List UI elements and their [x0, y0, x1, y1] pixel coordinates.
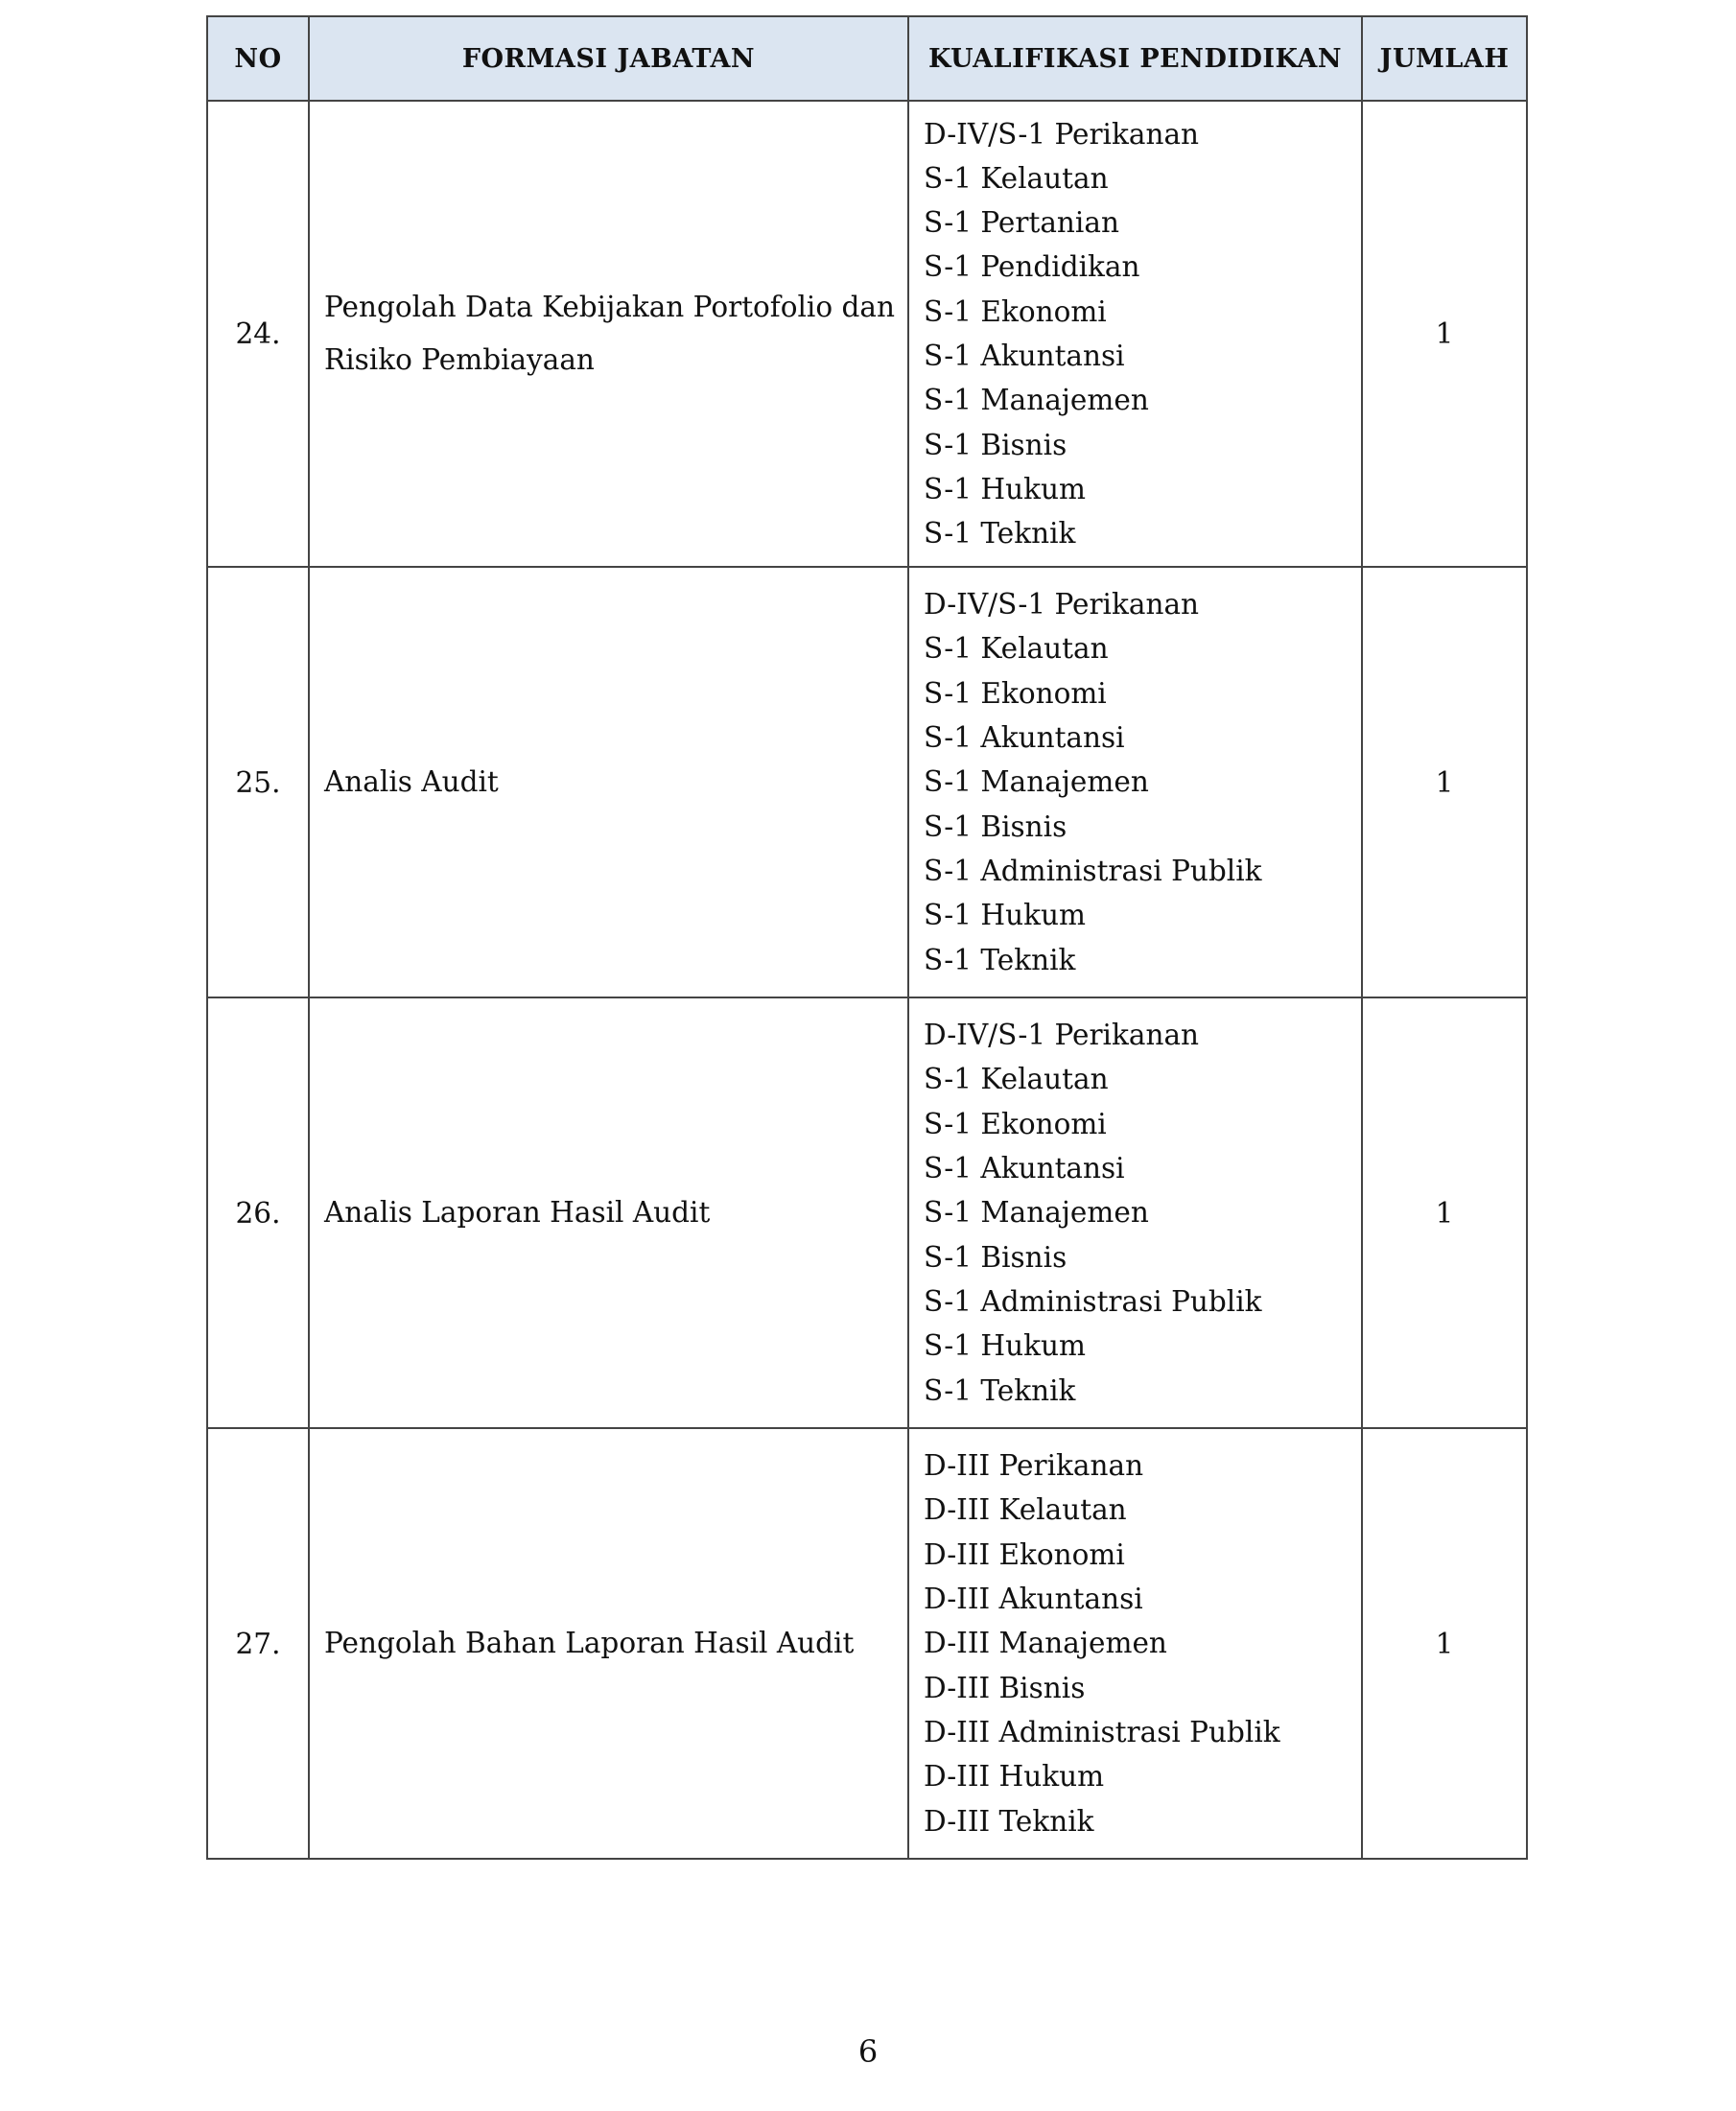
kualifikasi-item: D-IV/S-1 Perikanan: [924, 117, 1200, 151]
kualifikasi-list: [924, 1013, 1353, 1413]
kualifikasi-item: S-1 Teknik: [924, 1373, 1076, 1407]
kualifikasi-item: S-1 Akuntansi: [924, 340, 1125, 372]
kualifikasi-item: S-1 Hukum: [924, 1329, 1086, 1363]
kualifikasi-item: D-III Teknik: [924, 1804, 1094, 1838]
kualifikasi-item: S-1 Kelautan: [924, 161, 1109, 195]
kualifikasi-item: S-1 Manajemen: [924, 1196, 1149, 1230]
formasi-jabatan-line: Pengolah Bahan Laporan Hasil Audit: [324, 1627, 855, 1659]
kualifikasi-item: S-1 Manajemen: [924, 765, 1149, 799]
kualifikasi-item: D-IV/S-1 Perikanan: [924, 588, 1200, 622]
jumlah-cell: 1: [1362, 1428, 1527, 1859]
kualifikasi-item: S-1 Bisnis: [924, 809, 1067, 843]
kualifikasi-item: D-III Manajemen: [924, 1627, 1167, 1660]
kualifikasi-item: D-III Administrasi Publik: [924, 1715, 1280, 1748]
kualifikasi-item: D-III Ekonomi: [924, 1537, 1125, 1571]
header-no: NO: [207, 16, 309, 101]
formasi-jabatan-cell: [309, 567, 908, 997]
kualifikasi-item: S-1 Bisnis: [924, 428, 1067, 461]
kualifikasi-item: S-1 Ekonomi: [924, 1107, 1107, 1140]
page-number: 6: [857, 2033, 879, 2070]
kualifikasi-item: S-1 Administrasi Publik: [924, 1284, 1262, 1318]
kualifikasi-item: S-1 Ekonomi: [924, 294, 1107, 328]
kualifikasi-item: D-III Hukum: [924, 1760, 1105, 1794]
formasi-jabatan-cell: [309, 997, 908, 1428]
jumlah-cell: 1: [1362, 997, 1527, 1428]
kualifikasi-item: S-1 Pertanian: [924, 206, 1119, 240]
kualifikasi-cell: [908, 997, 1362, 1428]
table-row: [207, 1428, 1527, 1859]
formasi-table: [206, 15, 1528, 1860]
header-formasi-jabatan: FORMASI JABATAN: [309, 16, 908, 101]
kualifikasi-list: [924, 582, 1353, 982]
kualifikasi-item: S-1 Hukum: [924, 899, 1086, 932]
kualifikasi-item: D-III Bisnis: [924, 1671, 1086, 1704]
kualifikasi-item: S-1 Manajemen: [924, 384, 1149, 417]
kualifikasi-item: D-IV/S-1 Perikanan: [924, 1019, 1200, 1052]
kualifikasi-item: S-1 Kelautan: [924, 632, 1109, 666]
formasi-jabatan-line: Pengolah Data Kebijakan Portofolio dan: [324, 291, 895, 323]
jumlah-cell: 1: [1362, 567, 1527, 997]
kualifikasi-item: S-1 Ekonomi: [924, 676, 1107, 710]
kualifikasi-cell: [908, 567, 1362, 997]
kualifikasi-item: D-III Perikanan: [924, 1449, 1144, 1483]
table-row: [207, 101, 1527, 567]
kualifikasi-item: D-III Kelautan: [924, 1493, 1127, 1527]
kualifikasi-item: S-1 Akuntansi: [924, 721, 1125, 755]
kualifikasi-item: S-1 Teknik: [924, 517, 1076, 551]
kualifikasi-item: S-1 Bisnis: [924, 1240, 1067, 1274]
kualifikasi-item: S-1 Pendidikan: [924, 250, 1140, 284]
table-header-row: [207, 16, 1527, 101]
row-number: 25.: [207, 567, 309, 997]
kualifikasi-list: [924, 112, 1353, 556]
jumlah-cell: 1: [1362, 101, 1527, 567]
kualifikasi-item: D-III Akuntansi: [924, 1583, 1143, 1616]
formasi-jabatan-line: Analis Laporan Hasil Audit: [324, 1196, 711, 1229]
row-number: 27.: [207, 1428, 309, 1859]
kualifikasi-item: S-1 Akuntansi: [924, 1152, 1125, 1185]
formasi-jabatan-cell: [309, 1428, 908, 1859]
table-row: [207, 997, 1527, 1428]
kualifikasi-item: S-1 Kelautan: [924, 1063, 1109, 1096]
formasi-jabatan-cell: [309, 101, 908, 567]
kualifikasi-list: [924, 1443, 1353, 1843]
row-number: 24.: [207, 101, 309, 567]
table-row: [207, 567, 1527, 997]
header-jumlah: JUMLAH: [1362, 16, 1527, 101]
formasi-jabatan-line: Analis Audit: [324, 765, 499, 798]
kualifikasi-item: S-1 Hukum: [924, 472, 1086, 505]
kualifikasi-cell: [908, 101, 1362, 567]
formasi-jabatan-line: Risiko Pembiayaan: [324, 343, 595, 376]
kualifikasi-item: S-1 Administrasi Publik: [924, 854, 1262, 887]
kualifikasi-cell: [908, 1428, 1362, 1859]
header-kualifikasi-pendidikan: KUALIFIKASI PENDIDIKAN: [908, 16, 1362, 101]
row-number: 26.: [207, 997, 309, 1428]
kualifikasi-item: S-1 Teknik: [924, 943, 1076, 976]
